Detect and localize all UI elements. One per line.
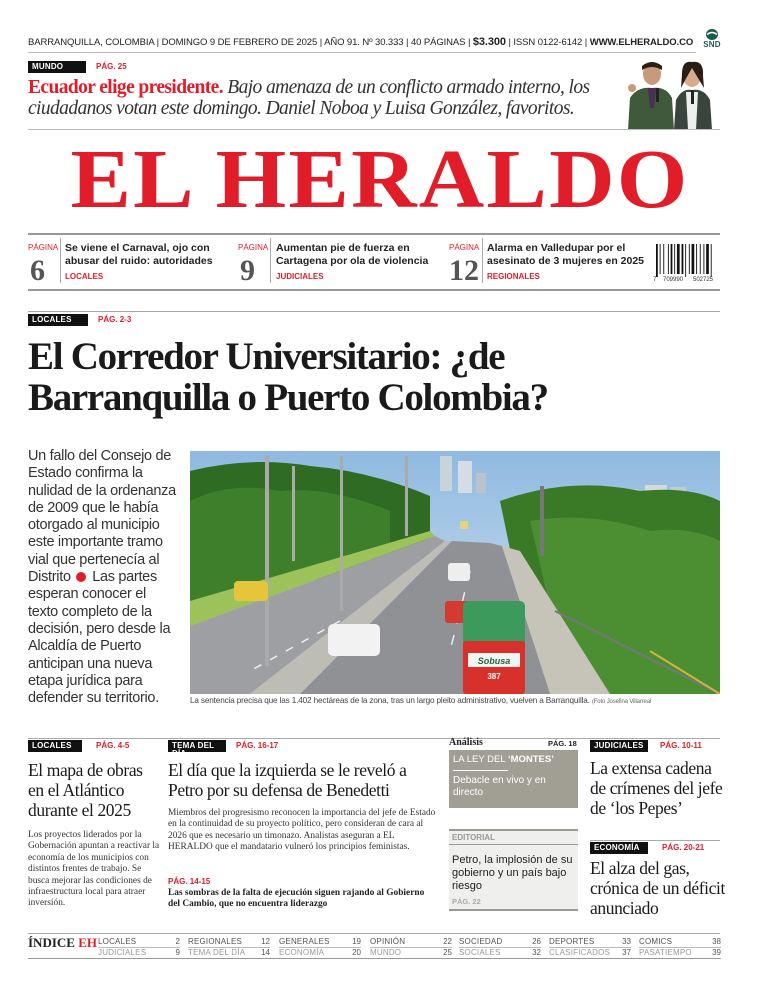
index-item-label[interactable]: ECONOMÍA (279, 948, 325, 957)
index-item-page: 33 (622, 937, 631, 946)
divider (590, 840, 720, 841)
teaser-page-number: 12 (449, 254, 479, 287)
snd-badge (700, 28, 724, 52)
barcode (653, 244, 721, 282)
index-item-page: 26 (532, 937, 541, 946)
barcode-bar (706, 244, 709, 274)
barcode-digits: 502725 (693, 277, 714, 282)
barcode-bar (703, 244, 704, 274)
teaser-page-number: 9 (240, 254, 255, 287)
column-prefix: LA LEY DEL (453, 754, 508, 765)
story-headline: La extensa cadena de crímenes del jefe de ‘los Pepes’ (590, 758, 723, 818)
teaser-section: JUDICIALES (276, 272, 324, 281)
barcode-bar (668, 244, 669, 274)
barcode-bar (656, 244, 658, 277)
teaser-page-label: PÁGINA (238, 243, 269, 252)
page-ref-main[interactable]: PÁG. 2-3 (98, 315, 132, 324)
divider (28, 52, 696, 53)
barcode-digit: 7 (653, 277, 657, 282)
divider (453, 770, 508, 771)
index-item-page: 2 (175, 937, 180, 946)
divider (28, 958, 720, 959)
barcode-bar (711, 244, 712, 277)
main-headline-line: El Corredor Universitario: ¿de (28, 335, 505, 378)
index-title-text: ÍNDICE (28, 935, 75, 950)
story-headline: El día que la izquierda se le reveló a Petro por su defensa de Benedetti (168, 760, 407, 800)
divider (28, 933, 720, 934)
main-photo-corredor[interactable] (190, 451, 720, 694)
barcode-bar (692, 244, 695, 274)
teaser-page-number: 6 (30, 254, 45, 287)
story-headline: El mapa de obras en el Atlántico durante el 2025 (28, 760, 143, 820)
index-item-label[interactable]: COMICS (639, 937, 673, 946)
section-tag-mundo[interactable]: MUNDO (28, 61, 86, 73)
edition-info-bar: BARRANQUILLA, COLOMBIA | DOMINGO 9 DE FEBRERO DE 2025 | AÑO 91. Nº 30.333 | 40 PÁGINAS | $3.300 | ISSN 0122-6142 | WWW.ELHERALDO.CO (28, 36, 694, 48)
section-tag: TEMA DEL DÍA (168, 740, 226, 752)
barcode-bar (696, 244, 697, 274)
divider (449, 844, 578, 845)
story-headline: El alza del gas, crónica de un déficit anunciado (590, 858, 725, 918)
teaser-title: Aumentan pie de fuerza en Cartagena por ola de violencia (276, 242, 429, 267)
caption-text: La sentencia precisa que las 1.402 hectáreas de la zona, tras un largo pleito administrativo, vuelven a Barranquilla. (190, 696, 590, 705)
barcode-bar (700, 244, 701, 274)
edition-date: DOMINGO 9 DE FEBRERO DE 2025 (161, 37, 318, 48)
section-tag: LOCALES (28, 740, 82, 752)
main-headline-line: Barranquilla o Puerto Colombia? (28, 376, 548, 419)
section-tag-locales[interactable]: LOCALES (28, 314, 88, 326)
bus-number: 387 (487, 672, 501, 681)
index-item-label[interactable]: GENERALES (279, 937, 330, 946)
index-item-label[interactable]: SOCIALES (459, 948, 501, 957)
index-item-label[interactable]: REGIONALES (188, 937, 243, 946)
index-item-label[interactable]: PASATIEMPO (639, 948, 692, 957)
index-item-label[interactable]: OPINIÓN (370, 937, 406, 946)
page-ref: PÁG. 10-11 (660, 741, 702, 750)
index-title (28, 935, 97, 951)
column-title (453, 754, 554, 765)
index-item-page: 22 (443, 937, 452, 946)
bus-label: Sobusa (477, 656, 511, 666)
divider (482, 238, 483, 283)
index-item-page: 9 (175, 948, 180, 957)
index-item-page: 38 (712, 937, 721, 946)
index-item-label[interactable]: DEPORTES (549, 937, 595, 946)
index-item-page: 20 (352, 948, 361, 957)
index-item-label[interactable]: TEMA DEL DÍA (188, 948, 246, 957)
barcode-bar (677, 244, 680, 274)
index-item-page: 14 (261, 948, 270, 957)
snd-badge-text: SND (703, 40, 721, 49)
divider (60, 238, 61, 283)
index-item-page: 25 (443, 948, 452, 957)
divider (28, 311, 720, 312)
divider (28, 289, 720, 291)
page-ref: PÁG. 18 (548, 739, 577, 748)
page-ref: PÁG. 22 (452, 897, 481, 906)
analisis-box (449, 750, 578, 808)
mundo-headline: Ecuador elige presidente. (28, 77, 223, 98)
page-ref: PÁG. 4-5 (96, 741, 130, 750)
index-item-page: 12 (261, 937, 270, 946)
mundo-teaser[interactable] (28, 77, 628, 119)
edition-price: $3.300 (472, 36, 506, 48)
barcode-bar (674, 244, 675, 274)
teaser-page-label: PÁGINA (28, 243, 59, 252)
page-ref-mundo[interactable]: PÁG. 25 (96, 62, 127, 71)
story-editorial[interactable] (449, 829, 578, 911)
edition-city: BARRANQUILLA, COLOMBIA (28, 37, 155, 48)
index-item-label[interactable]: LOCALES (98, 937, 137, 946)
barcode-bar (689, 244, 690, 274)
page-ref: PÁG. 20-21 (662, 843, 705, 852)
edition-website[interactable]: WWW.ELHERALDO.CO (589, 37, 694, 48)
main-summary (28, 448, 178, 707)
barcode-bar (671, 244, 673, 274)
edition-issue: AÑO 91. Nº 30.333 (324, 37, 404, 48)
candidates-photo (612, 58, 722, 130)
index-item-label[interactable]: SOCIEDAD (459, 937, 503, 946)
index-logo: EH (78, 935, 98, 950)
index-item-label[interactable]: MUNDO (370, 948, 402, 957)
barcode-bar (660, 244, 661, 274)
divider (28, 738, 720, 739)
main-summary-part: Las partes esperan conocer el texto completo de la decisión, pero desde la Alcaldía de Puerto anticipan una nueva etapa jurídica para defender su territorio. (28, 569, 171, 707)
analisis-label: Análisis (449, 737, 483, 748)
teaser-section: LOCALES (65, 272, 104, 281)
barcode-bar (682, 244, 684, 274)
teaser-title: Alarma en Valledupar por el asesinato de 3 mujeres en 2025 (487, 242, 645, 267)
index-item-page: 19 (352, 937, 361, 946)
story-subheadline: Las sombras de la falta de ejecución siguen rajando al Gobierno del Cambio, que no encuentra liderazgo (168, 888, 425, 910)
index-item-page: 32 (532, 948, 541, 957)
editorial-headline: Petro, la implosión de su gobierno y un país bajo riesgo (452, 854, 573, 892)
story-body: Los proyectos liderados por la Gobernación apuntan a reactivar la economía de los municipios con distintos frentes de trabajo. Se busca mejorar las condiciones de infraestructura local para atraer inversión. (28, 830, 160, 909)
photo-caption (190, 696, 730, 705)
edition-pages: 40 PÁGINAS (410, 37, 466, 48)
index-item-label[interactable]: JUDICIALES (98, 948, 147, 957)
edition-issn: ISSN 0122-6142 (513, 37, 583, 48)
barcode-bar (685, 244, 686, 277)
divider (270, 238, 271, 283)
section-tag: ECONOMÍA (590, 842, 648, 854)
index-item-label[interactable]: CLASIFICADOS (549, 948, 611, 957)
barcode-bar (663, 244, 664, 274)
divider (28, 129, 720, 130)
masthead-logo[interactable]: EL HERALDO (70, 133, 690, 226)
photo-credit: (Foto Josefina Villarreal (591, 699, 652, 705)
teaser-title: Se viene el Carnaval, ojo con abusar del ruido: autoridades (65, 242, 213, 267)
teaser-page-label: PÁGINA (449, 243, 480, 252)
barcode-digits: 709990 (663, 277, 684, 282)
main-headline[interactable] (28, 336, 748, 418)
column-name: ‘MONTES’ (507, 754, 554, 765)
section-tag: JUDICIALES (590, 740, 648, 752)
story-body: Miembros del progresismo reconocen la importancia del jefe de Estado en la continuidad de su proyecto político, pero consideran de cara al 2026 que es necesario un timonazo. Analistas aseguran a EL HERALDO que el mandatario vulneró los principios feministas. (168, 808, 436, 853)
page-ref: PÁG. 14-15 (168, 877, 211, 886)
mundo-summary: Bajo amenaza de un conflicto armado interno, los ciudadanos votan este domingo. Daniel Noboa y Luisa González, favoritos. (28, 77, 590, 119)
page-ref: PÁG. 16-17 (236, 741, 279, 750)
bullet-dot-icon (76, 572, 86, 582)
editorial-label: EDITORIAL (452, 833, 495, 842)
teaser-section: REGIONALES (487, 272, 540, 281)
index-item-page: 37 (622, 948, 631, 957)
main-summary-part: Un fallo del Consejo de Estado confirma la nulidad de la ordenanza de 2009 que le había otorgado al municipio este importante tramo vial que pertenecía al Distrito (28, 448, 176, 586)
analisis-headline: Debacle en vivo y en directo (453, 775, 546, 798)
divider (28, 233, 720, 235)
index-item-page: 39 (712, 948, 721, 957)
